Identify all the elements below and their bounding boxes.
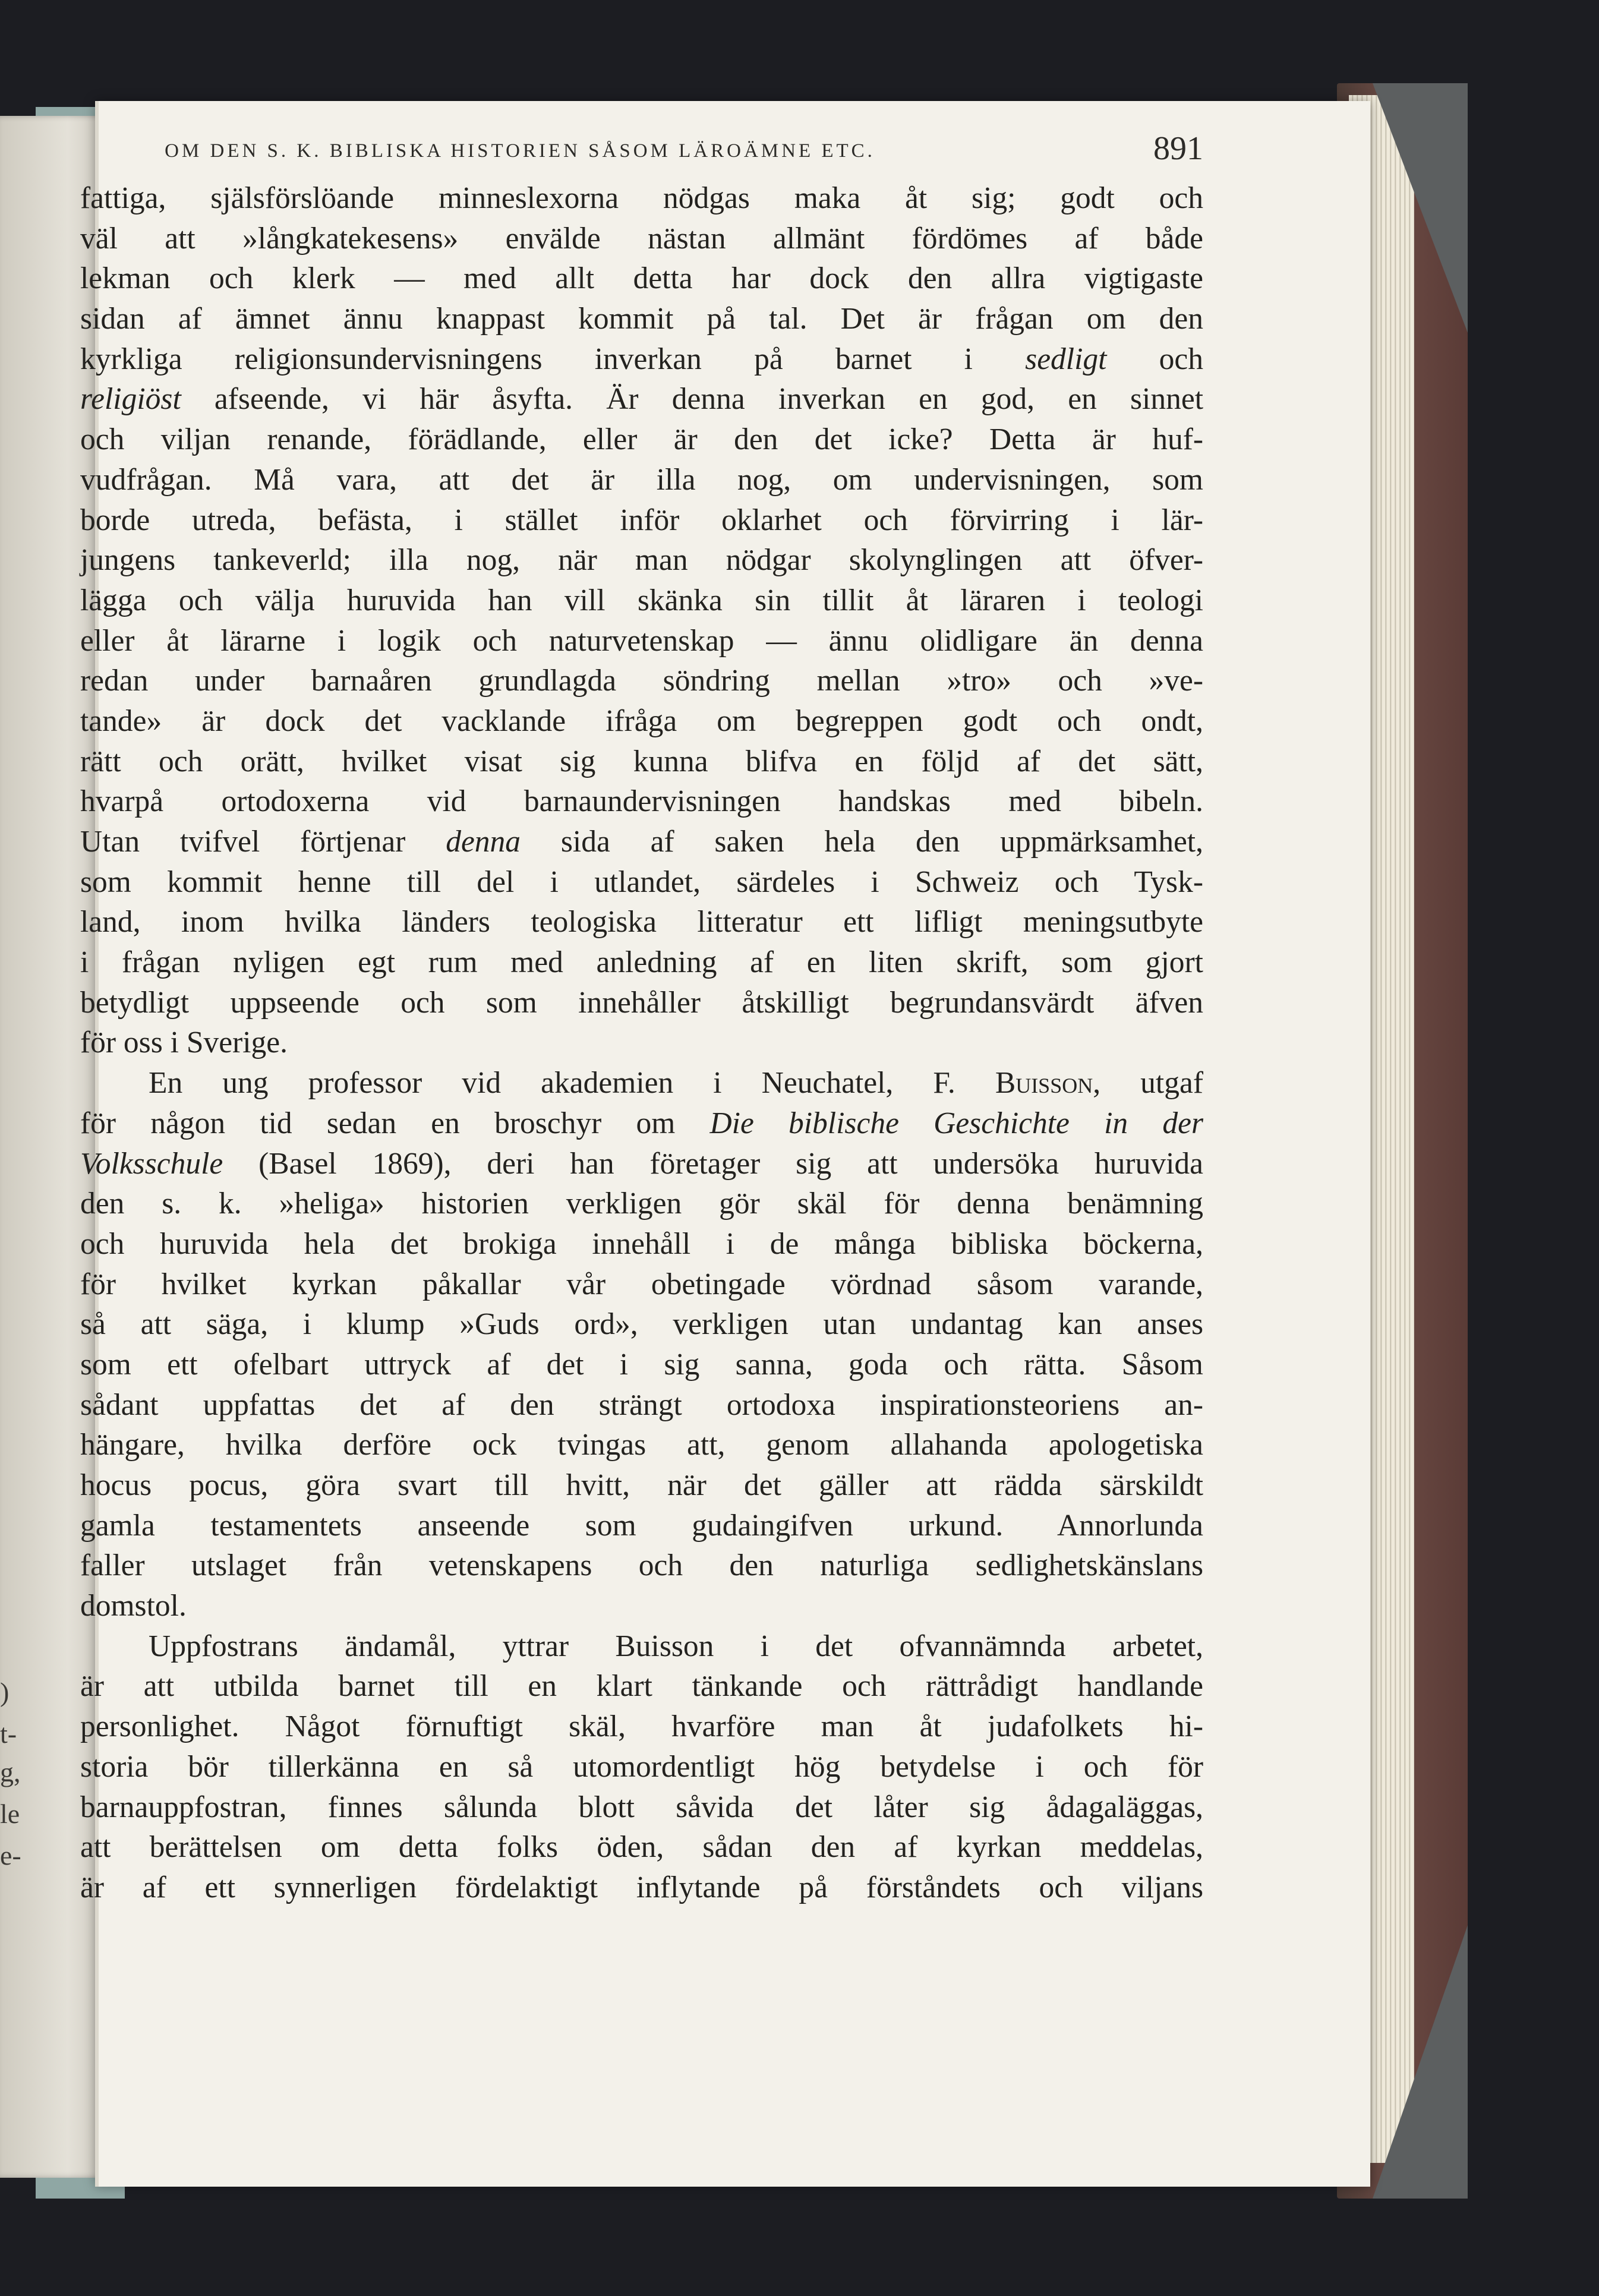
text-line: sidan af ämnet ännu knappast kommit på tal. Det är frågan om den	[80, 302, 1203, 336]
body-text	[80, 178, 1203, 1908]
text-line: lägga och välja huruvida han vill skänka sin tillit åt läraren i teologi	[80, 583, 1203, 617]
page-header	[80, 130, 1203, 171]
text-line: att berättelsen om detta folks öden, sådan den af kyrkan meddelas,	[80, 1830, 1203, 1865]
text-line: barnauppfostran, finnes sålunda blott såvida det låter sig ådagaläggas,	[80, 1790, 1203, 1824]
text-line: är att utbilda barnet till en klart tänkande och rättrådigt handlande	[80, 1669, 1203, 1704]
facing-page-fragment: g,	[0, 1757, 21, 1787]
text-line	[80, 339, 1203, 380]
text-line: rätt och orätt, hvilket visat sig kunna blifva en följd af det sätt,	[80, 744, 1203, 778]
text-line: land, inom hvilka länders teologiska litteratur ett lifligt meningsutbyte	[80, 905, 1203, 939]
italic-text: Volksschule	[80, 1146, 223, 1181]
text-segment: sida af saken hela den uppmärksamhet,	[521, 825, 1203, 859]
text-segment: kyrkliga religionsundervisningens inverkan på barnet i	[80, 342, 1026, 376]
text-segment: afseende, vi här åsyfta. Är denna inverkan en god, en sinnet	[181, 382, 1203, 417]
text-line: Uppfostrans ändamål, yttrar Buisson i det ofvannämnda arbetet,	[149, 1629, 1203, 1663]
text-line: och viljan renande, förädlande, eller är den det icke? Detta är huf-	[80, 422, 1203, 457]
text-line: hocus pocus, göra svart till hvitt, när det gäller att rädda särskildt	[80, 1468, 1203, 1502]
text-line	[80, 1063, 1203, 1103]
facing-page-fragment: le	[0, 1799, 20, 1829]
italic-text: denna	[446, 825, 521, 859]
text-line: faller utslaget från vetenskapens och den naturliga sedlighetskänslans	[80, 1548, 1203, 1583]
text-line: så att säga, i klump »Guds ord», verkligen utan undantag kan anses	[80, 1307, 1203, 1342]
text-line: för hvilket kyrkan påkallar vår obetingade vördnad såsom varande,	[80, 1267, 1203, 1301]
text-segment: (Basel 1869), deri han företager sig att undersöka huruvida	[223, 1146, 1203, 1181]
text-line: storia bör tillerkänna en så utomordentligt hög betydelse i och för	[80, 1749, 1203, 1784]
text-segment: för någon tid sedan en broschyr om	[80, 1106, 710, 1140]
text-line: för oss i Sverige.	[80, 1026, 288, 1060]
text-line: den s. k. »heliga» historien verkligen gör skäl för denna benämning	[80, 1187, 1203, 1221]
text-line	[80, 379, 1203, 420]
text-line	[80, 1144, 1203, 1184]
text-line	[80, 1103, 1203, 1144]
small-caps-text: Buisson	[995, 1066, 1093, 1100]
text-line: vudfrågan. Må vara, att det är illa nog, om undervisningen, som	[80, 462, 1203, 497]
text-line: tande» är dock det vacklande ifråga om begreppen godt och ondt,	[80, 704, 1203, 738]
text-line: väl att »långkatekesens» envälde nästan allmänt fördömes af både	[80, 221, 1203, 256]
text-line: som kommit henne till del i utlandet, särdeles i Schweiz och Tysk-	[80, 865, 1203, 899]
text-line: gamla testamentets anseende som gudaingifven urkund. Annorlunda	[80, 1508, 1203, 1543]
text-line: lekman och klerk — med allt detta har dock den allra vigtigaste	[80, 261, 1203, 296]
text-line: jungens tankeverld; illa nog, när man nödgar skolynglingen att öfver-	[80, 543, 1203, 578]
text-line: sådant uppfattas det af den strängt ortodoxa inspirationsteoriens an-	[80, 1387, 1203, 1422]
text-segment: En ung professor vid akademien i Neuchatel, F.	[149, 1066, 995, 1100]
text-line: redan under barnaåren grundlagda söndring mellan »tro» och »ve-	[80, 664, 1203, 698]
text-line: personlighet. Något förnuftigt skäl, hvarföre man åt judafolkets hi-	[80, 1710, 1203, 1744]
text-line: domstol.	[80, 1589, 187, 1623]
text-line	[80, 822, 1203, 862]
running-head: OM DEN S. K. BIBLISKA HISTORIEN SÅSOM LÄROÄMNE ETC.	[165, 140, 875, 162]
text-line: som ett ofelbart uttryck af det i sig sanna, goda och rätta. Såsom	[80, 1347, 1203, 1382]
text-segment: Utan tvifvel förtjenar	[80, 825, 446, 859]
italic-text: Die biblische Geschichte in der	[709, 1106, 1203, 1140]
text-segment: och	[1106, 342, 1204, 376]
page-number: 891	[1153, 130, 1203, 167]
facing-page-fragment: )	[0, 1677, 10, 1707]
text-line: fattiga, själsförslöande minneslexorna nödgas maka åt sig; godt och	[80, 181, 1203, 215]
text-line: hvarpå ortodoxerna vid barnaundervisningen handskas med bibeln.	[80, 784, 1203, 819]
italic-text: religiöst	[80, 382, 181, 417]
text-line: hängare, hvilka derföre ock tvingas att, genom allahanda apologetiska	[80, 1428, 1203, 1462]
facing-page-fragment: t-	[0, 1718, 17, 1749]
text-line: och huruvida hela det brokiga innehåll i de många bibliska böckerna,	[80, 1226, 1203, 1261]
text-line: eller åt lärarne i logik och naturvetenskap — ännu olidligare än denna	[80, 623, 1203, 658]
text-line: är af ett synnerligen fördelaktigt inflytande på förståndets och viljans	[80, 1870, 1203, 1904]
text-line: i frågan nyligen egt rum med anledning af en liten skrift, som gjort	[80, 945, 1203, 980]
facing-page-fragment: e-	[0, 1840, 21, 1871]
italic-text: sedligt	[1025, 342, 1107, 376]
text-line: betydligt uppseende och som innehåller åtskilligt begrundansvärdt äfven	[80, 985, 1203, 1020]
text-segment: , utgaf	[1093, 1066, 1203, 1100]
text-line: borde utreda, befästa, i stället inför oklarhet och förvirring i lär-	[80, 503, 1203, 537]
